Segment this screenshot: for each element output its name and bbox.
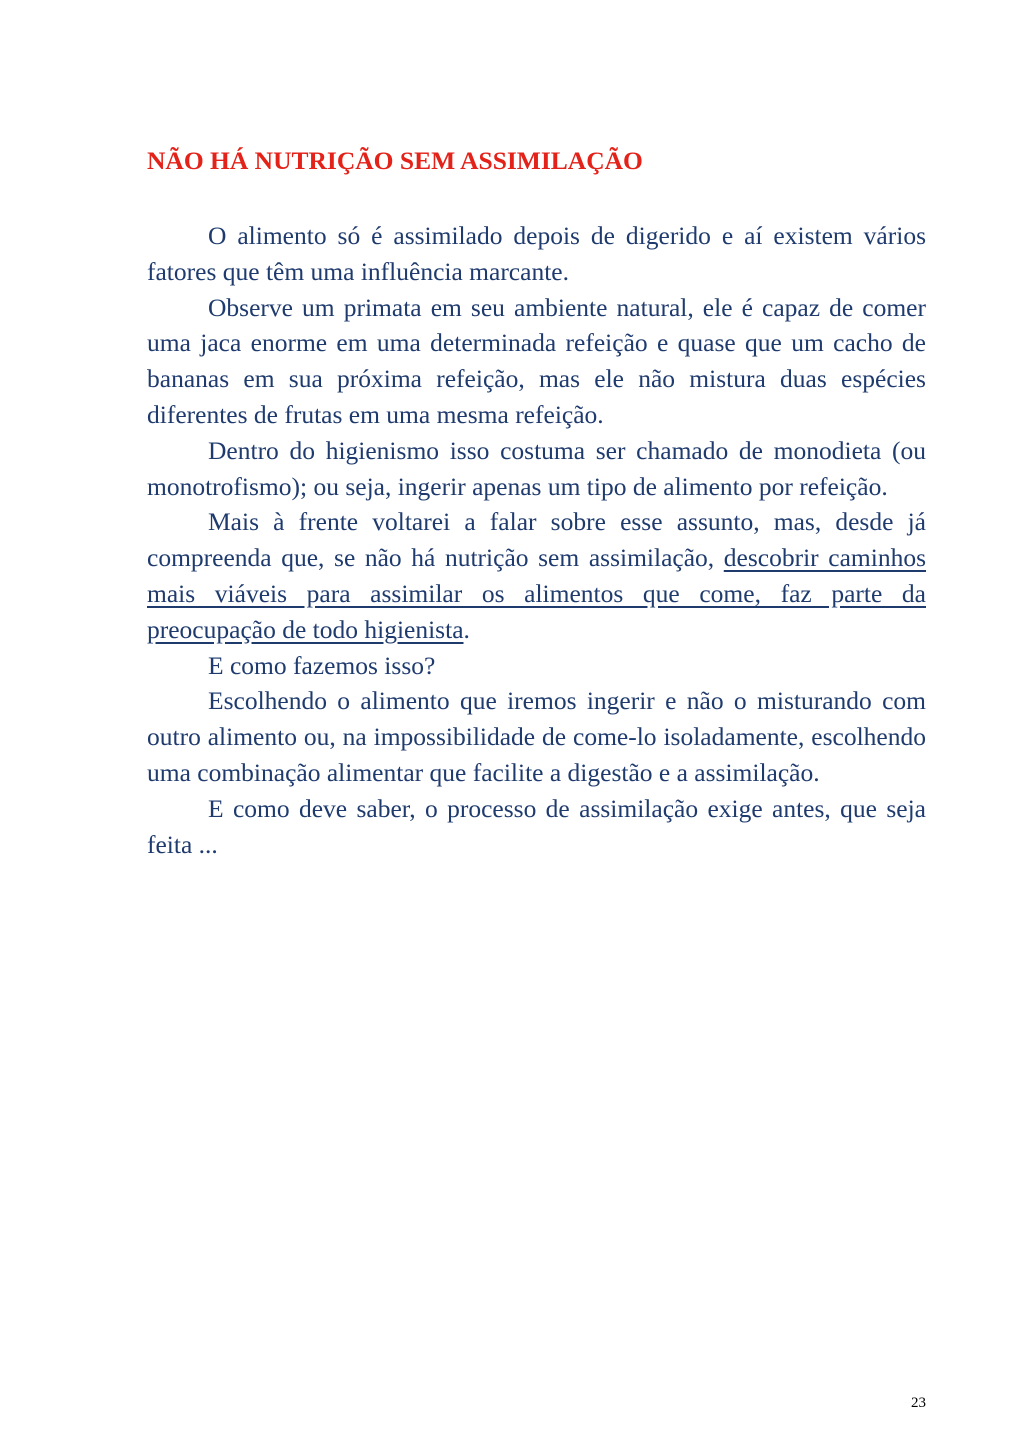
paragraph-4	[147, 504, 926, 647]
paragraph-6: Escolhendo o alimento que iremos ingerir e não o misturando com outro alimento ou, na impossibilidade de come-lo isoladamente, escolhendo uma combinação alimentar que facilite a digestão e a assimilação.	[147, 686, 926, 787]
paragraph-4-end: .	[463, 614, 470, 644]
paragraph-3: Dentro do higienismo isso costuma ser chamado de monodieta (ou monotrofismo); ou seja, ingerir apenas um tipo de alimento por refeição.	[147, 435, 926, 501]
paragraph-7: E como deve saber, o processo de assimilação exige antes, que seja feita ...	[147, 793, 926, 859]
section-title: NÃO HÁ NUTRIÇÃO SEM ASSIMILAÇÃO	[147, 146, 643, 175]
document-page	[147, 143, 926, 862]
page-number: 23	[911, 1395, 926, 1411]
paragraph-4-underlined: descobrir caminhos mais viáveis para assimilar os alimentos que come, faz parte da preocupação de todo higienista	[147, 543, 926, 644]
paragraph-1: O alimento só é assimilado depois de digerido e aí existem vários fatores que têm uma influência marcante.	[147, 221, 926, 286]
paragraph-2: Observe um primata em seu ambiente natural, ele é capaz de comer uma jaca enorme em uma determinada refeição e quase que um cacho de bananas em sua próxima refeição, mas ele não mistura duas espécies diferentes de frutas em uma mesma refeição.	[147, 292, 926, 429]
paragraph-5: E como fazemos isso?	[208, 650, 436, 680]
body-text	[147, 218, 926, 862]
paragraph-4-start: Mais à frente voltarei a falar sobre esse assunto, mas, desde já compreenda que, se não há nutrição sem assimilação,	[147, 507, 926, 573]
